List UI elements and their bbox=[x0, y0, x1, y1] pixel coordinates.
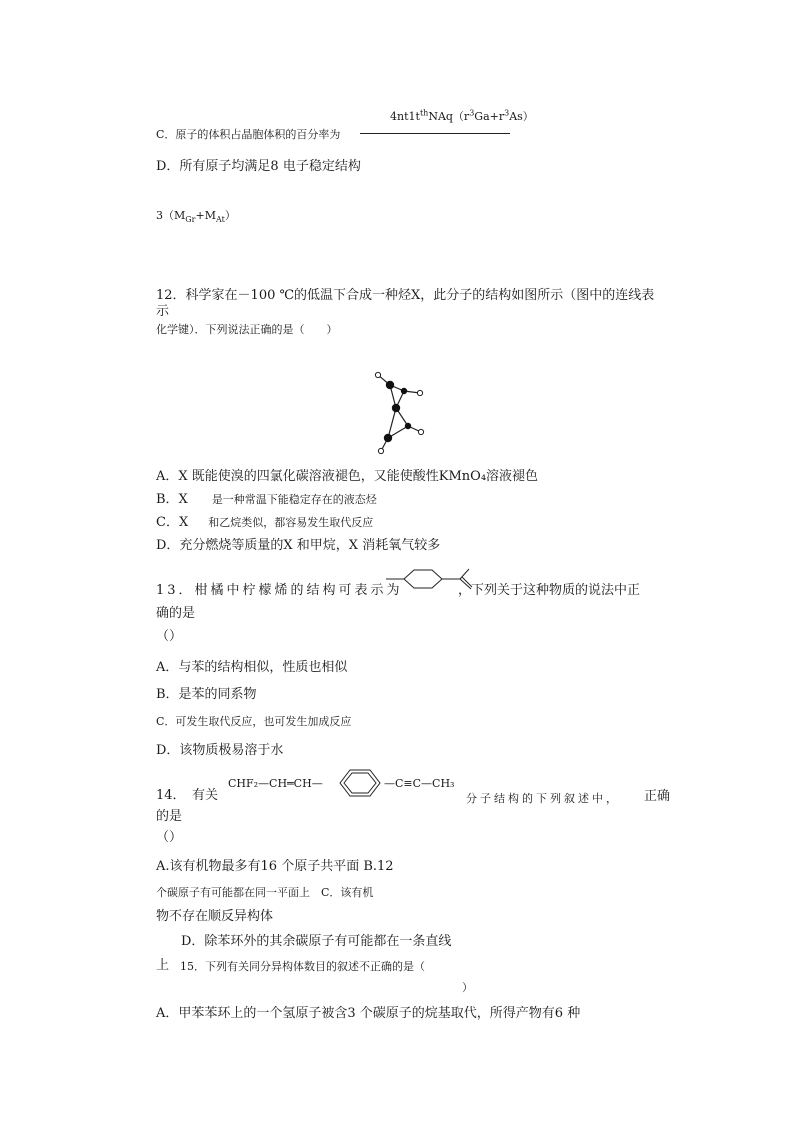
q13-option-d: D．该物质极易溶于水 bbox=[156, 743, 284, 758]
q11-fraction-bar bbox=[360, 133, 510, 134]
q12-stem-line2: 示 bbox=[156, 304, 170, 319]
q11-formula-numerator: $4nt1t^{th}NAq(r^3Ga+r^3As)$ bbox=[390, 108, 534, 123]
q15-stem: 15．下列有关同分异构体数目的叙述不正确的是（ bbox=[180, 960, 425, 973]
q15-prefix: 上 bbox=[156, 958, 170, 973]
q13-paren: （） bbox=[156, 629, 183, 644]
q14-formula-left: CHF₂—CH═CH— bbox=[228, 777, 323, 790]
q14-stem-line2: 的是 bbox=[156, 809, 183, 824]
q14-benzene-ring bbox=[334, 766, 386, 800]
q14-option-d: D．除苯环外的其余碳原子有可能都在一条直线 bbox=[181, 934, 452, 949]
q13-stem-part2: ，下列关于这种物质的说法中正 bbox=[458, 583, 641, 598]
q12-option-c: C．X 和乙烷类似，都容易发生取代反应 bbox=[156, 515, 374, 530]
q14-paren: （） bbox=[156, 830, 183, 845]
q13-stem-part1: 13．柑橘中柠檬烯的结构可表示为 bbox=[156, 583, 403, 598]
q15-option-a: A．甲苯苯环上的一个氢原子被含3 个碳原子的烷基取代，所得产物有6 种 bbox=[156, 1006, 581, 1021]
q14-option-c-cont: 物不存在顺反异构体 bbox=[156, 909, 274, 924]
q14-stem-you: 有关 bbox=[192, 788, 219, 803]
q12-option-a: A．X 既能使溴的四氯化碳溶液褪色，又能使酸性KMnO₄溶液褪色 bbox=[156, 469, 539, 484]
q15-paren-close: ） bbox=[462, 981, 473, 994]
q12-stem-line1: 12．科学家在－100 ℃的低温下合成一种烃X，此分子的结构如图所示（图中的连线表 bbox=[156, 288, 655, 303]
q14-formula-right: —C≡C—CH₃ bbox=[384, 777, 455, 790]
q12-molecule-diagram bbox=[368, 368, 428, 468]
q11-formula-denominator: $3(M_{Gr}+M_{At})$ bbox=[156, 209, 236, 225]
q14-option-b-c: 个碳原子有可能都在同一平面上 C．该有机 bbox=[156, 886, 374, 899]
q14-stem-part3: 正确 bbox=[644, 789, 671, 804]
q14-stem-part2: 分子结构的下列叙述中， bbox=[466, 792, 620, 805]
q13-option-a: A．与苯的结构相似，性质也相似 bbox=[156, 660, 348, 675]
q12-option-d: D．充分燃烧等质量的X 和甲烷，X 消耗氧气较多 bbox=[156, 538, 441, 553]
q11-option-d: D．所有原子均满足8 电子稳定结构 bbox=[156, 159, 361, 174]
q12-option-b: B．X 是一种常温下能稳定存在的液态烃 bbox=[156, 492, 377, 507]
q13-option-b: B．是苯的同系物 bbox=[156, 687, 257, 702]
q14-option-a-b: A.该有机物最多有16 个原子共平面 B.12 bbox=[156, 859, 394, 874]
q12-stem-line3: 化学键）．下列说法正确的是（ ） bbox=[156, 323, 338, 336]
q13-option-c: C．可发生取代反应，也可发生加成反应 bbox=[156, 715, 352, 728]
q11-option-c: C．原子的体积占晶胞体积的百分率为 bbox=[156, 128, 341, 141]
q14-stem-num: 14． bbox=[156, 788, 186, 803]
q13-stem-line2: 确的是 bbox=[156, 606, 196, 621]
